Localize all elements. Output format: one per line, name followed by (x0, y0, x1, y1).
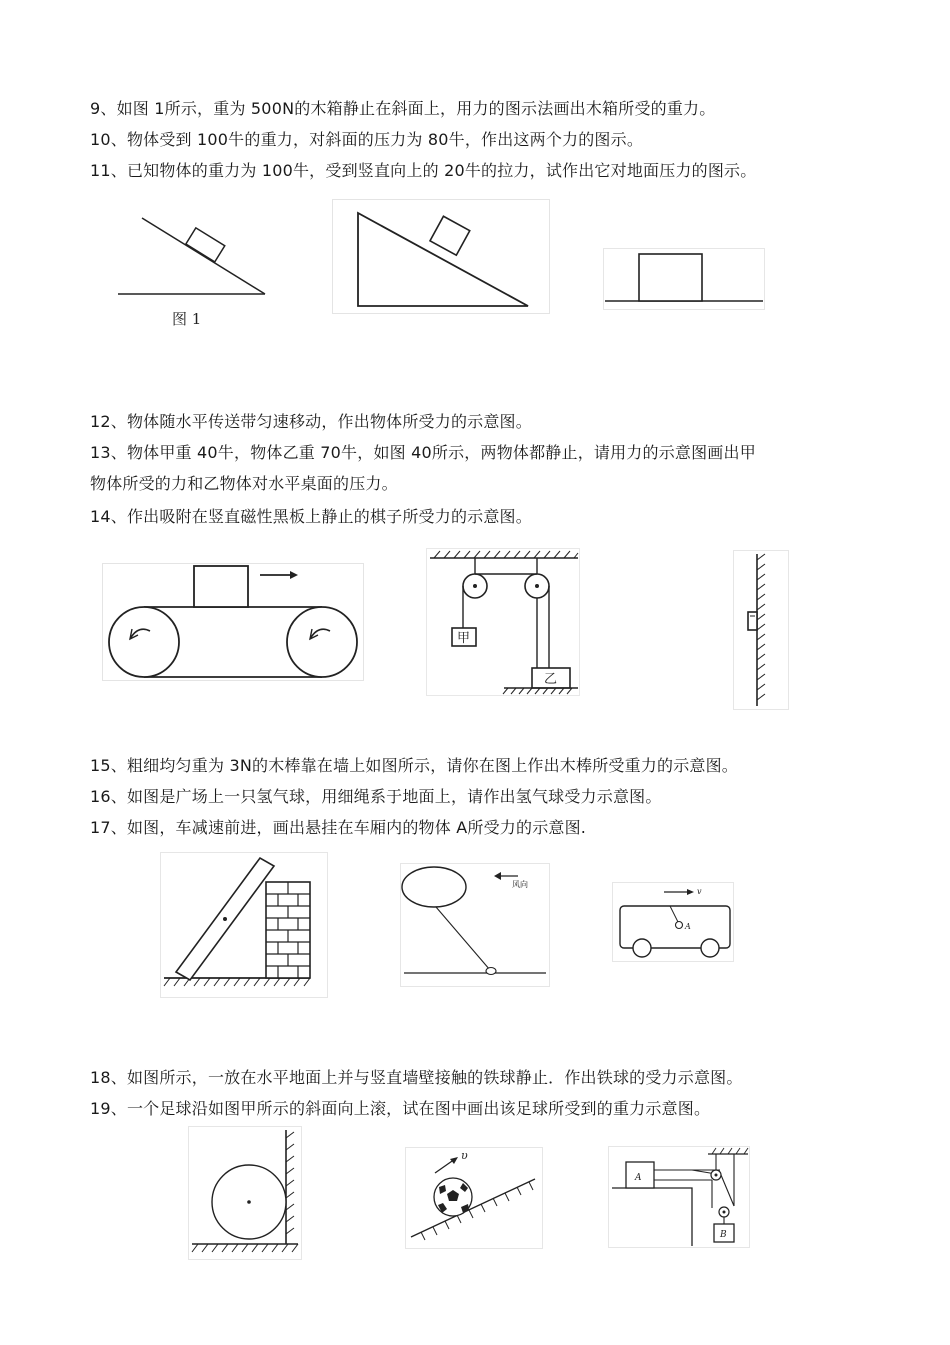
figure-16-hydrogen-balloon (400, 863, 550, 987)
ball-velocity-label: υ (461, 1149, 468, 1162)
figure-12-conveyor-belt (102, 563, 364, 681)
pulley-label-jia: 甲 (457, 631, 471, 646)
block-b-label: B (720, 1230, 727, 1240)
figure-1-caption: 图 1 (172, 310, 202, 328)
figure-13-pulley-system (426, 548, 580, 696)
question-10: 10、物体受到 100牛的重力，对斜面的压力为 80牛，作出这两个力的图示。 (90, 130, 644, 149)
figure-blocks-pulley (608, 1146, 750, 1248)
car-velocity-label: v (697, 887, 702, 896)
question-9: 9、如图 1所示，重为 500N的木箱静止在斜面上，用力的图示法画出木箱所受的重力。 (90, 99, 716, 118)
figure-15-stick-against-wall (160, 852, 328, 998)
car-object-label: A (685, 922, 691, 931)
question-11: 11、已知物体的重力为 100牛，受到竖直向上的 20牛的拉力，试作出它对地面压力的图示。 (90, 161, 757, 180)
figure-14-magnetic-board (733, 550, 789, 710)
block-a-label: A (635, 1173, 642, 1183)
question-13-line-1: 13、物体甲重 40牛，物体乙重 70牛，如图 40所示，两物体都静止，请用力的示意图画出甲 (90, 443, 756, 462)
question-16: 16、如图是广场上一只氢气球，用细绳系于地面上，请作出氢气球受力示意图。 (90, 787, 662, 806)
question-18: 18、如图所示，一放在水平地面上并与竖直墙壁接触的铁球静止．作出铁球的受力示意图。 (90, 1068, 743, 1087)
figure-11-block-on-ground (603, 248, 765, 310)
question-19: 19、一个足球沿如图甲所示的斜面向上滚，试在图中画出该足球所受到的重力示意图。 (90, 1099, 711, 1118)
figure-18-iron-ball-wall (188, 1126, 302, 1260)
pulley-label-yi: 乙 (544, 672, 558, 687)
question-14: 14、作出吸附在竖直磁性黑板上静止的棋子所受力的示意图。 (90, 507, 532, 526)
question-13-line-2: 物体所受的力和乙物体对水平桌面的压力。 (90, 474, 398, 493)
question-17: 17、如图，车减速前进，画出悬挂在车厢内的物体 A所受力的示意图. (90, 818, 587, 837)
figure-19-football-slope (405, 1147, 543, 1249)
balloon-wind-label: 风向 (512, 880, 528, 889)
question-15: 15、粗细均匀重为 3N的木棒靠在墙上如图所示，请你在图上作出木棒所受重力的示意图。 (90, 756, 738, 775)
figure-1-incline-box (110, 210, 275, 335)
figure-10-triangle-box (332, 199, 550, 314)
figure-17-decelerating-car (612, 882, 734, 962)
question-12: 12、物体随水平传送带匀速移动，作出物体所受力的示意图。 (90, 412, 532, 431)
